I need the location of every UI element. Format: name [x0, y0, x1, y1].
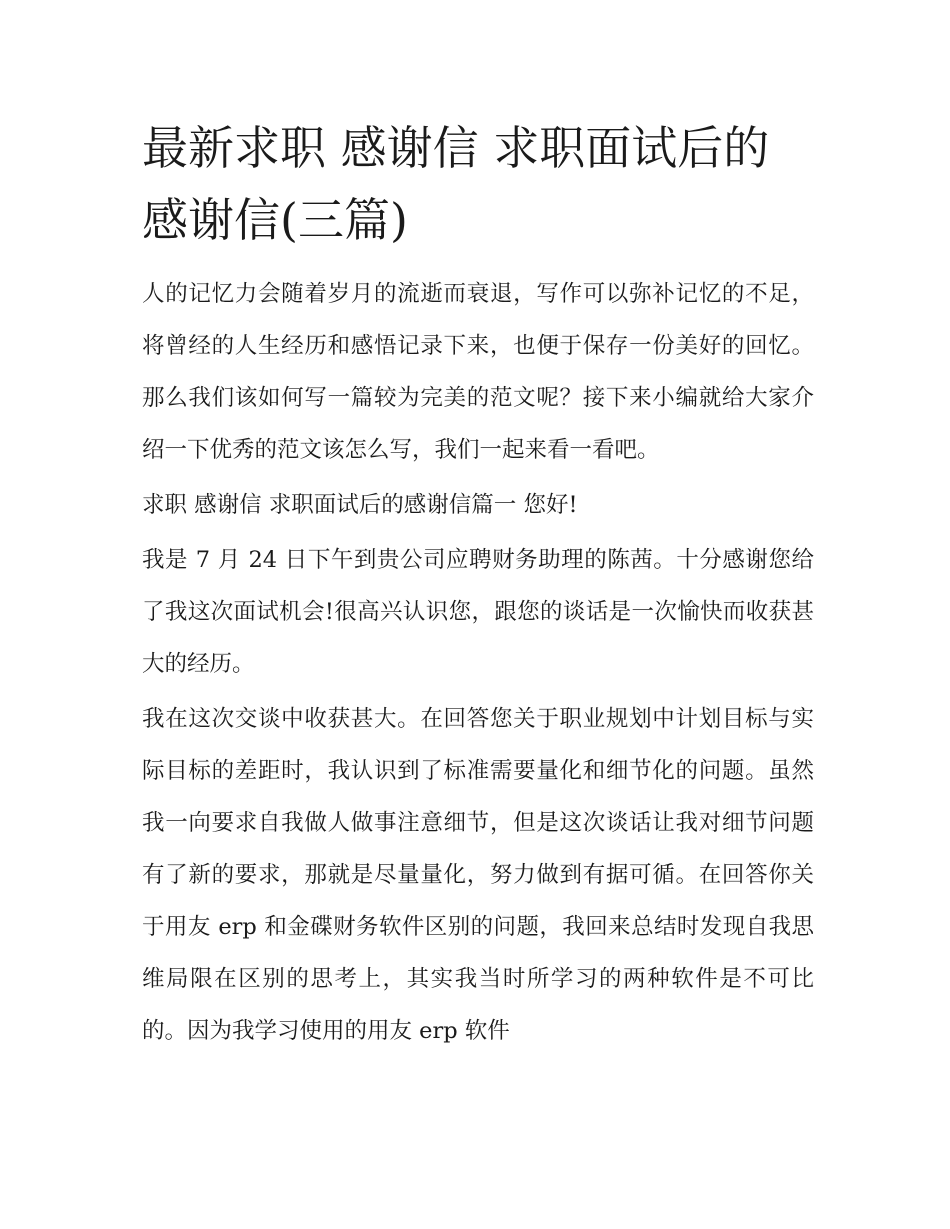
document-title: 最新求职 感谢信 求职面试后的感谢信(三篇) — [142, 121, 770, 247]
letter-heading-paragraph: 求职 感谢信 求职面试后的感谢信篇一 您好! — [142, 492, 578, 518]
letter-body-paragraph: 我是 7 月 24 日下午到贵公司应聘财务助理的陈茜。十分感谢您给了我这次面试机会!很高兴认识您，跟您的谈话是一次愉快而收获甚大的经历。 — [142, 547, 814, 677]
document-page — [142, 112, 814, 1060]
letter-body-paragraph: 我在这次交谈中收获甚大。在回答您关于职业规划中计划目标与实际目标的差距时，我认识到了标准需要量化和细节化的问题。虽然我一向要求自我做人做事注意细节，但是这次谈话让我对细节问题有了新的要求，那就是尽量量化，努力做到有据可循。在回答你关于用友 erp 和金碟财务软件区别的问题，我回来总结时发现自我思维局限在区别的思考上，其实我当时所学习的两种软件是不可比的。因为我学习使用的用友 erp 软件 — [142, 706, 814, 1044]
intro-paragraph: 人的记忆力会随着岁月的流逝而衰退，写作可以弥补记忆的不足，将曾经的人生经历和感悟记录下来，也便于保存一份美好的回忆。那么我们该如何写一篇较为完美的范文呢？接下来小编就给大家介绍一下优秀的范文该怎么写，我们一起来看一看吧。 — [142, 281, 814, 463]
